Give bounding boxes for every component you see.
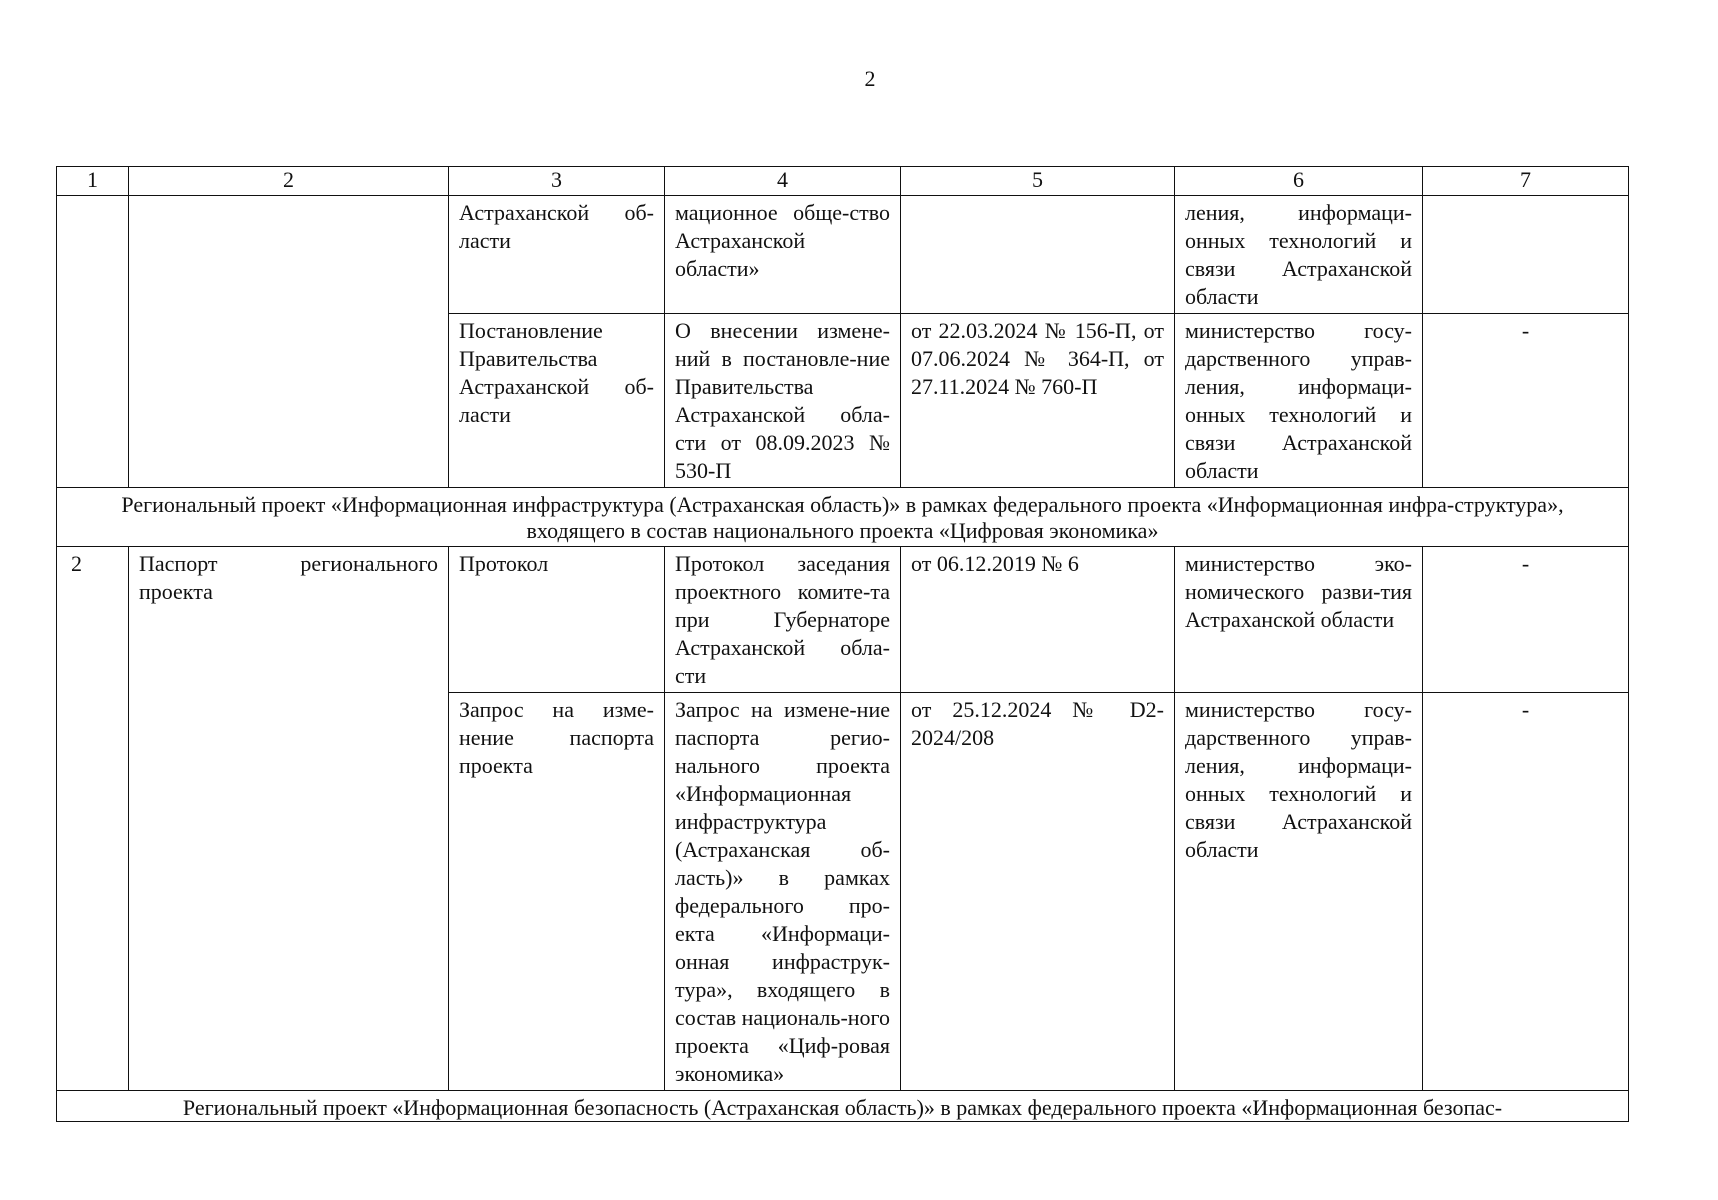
item-number-cell: 2 xyxy=(57,547,129,1091)
document-title-cell: Протокол заседания проектного комите-та при Губернаторе Астраханской обла-сти xyxy=(665,547,901,693)
responsible-body-cell: министерство госу-дарственного управ-ления, информаци-онных технологий и связи Астраханской области xyxy=(1175,693,1423,1091)
note-cell: - xyxy=(1423,693,1629,1091)
column-number-7: 7 xyxy=(1423,167,1629,196)
document-name-cell xyxy=(129,196,449,488)
document-title-cell: Запрос на измене-ние паспорта регио-нального проекта «Информационная инфраструктура (Астраханская об-ласть)» в рамках федерального про-екта «Информаци-онная инфраструк-тура», входящего в состав националь-ного проекта «Циф-ровая экономика» xyxy=(665,693,901,1091)
document-name-cell: Паспорт регионального проекта xyxy=(129,547,449,1091)
note-cell: - xyxy=(1423,547,1629,693)
responsible-body-cell: ления, информаци-онных технологий и связи Астраханской области xyxy=(1175,196,1423,314)
note-cell: - xyxy=(1423,314,1629,488)
section-heading: Региональный проект «Информационная инфраструктура (Астраханская область)» в рамках федерального проекта «Информационная инфра-структура», входящего в состав национального проекта «Цифровая экономика» xyxy=(57,488,1629,547)
column-number-5: 5 xyxy=(901,167,1175,196)
document-type-cell: Астраханской об-ласти xyxy=(449,196,665,314)
table-row xyxy=(57,196,1629,314)
column-number-4: 4 xyxy=(665,167,901,196)
column-number-2: 2 xyxy=(129,167,449,196)
responsible-body-cell: министерство эко-номического разви-тия Астраханской области xyxy=(1175,547,1423,693)
document-title-cell: мационное обще-ство Астраханской области» xyxy=(665,196,901,314)
column-number-row xyxy=(57,167,1629,196)
note-cell xyxy=(1423,196,1629,314)
section-heading-row xyxy=(57,1091,1629,1122)
responsible-body-cell: министерство госу-дарственного управ-ления, информаци-онных технологий и связи Астраханской области xyxy=(1175,314,1423,488)
column-number-1: 1 xyxy=(57,167,129,196)
column-number-6: 6 xyxy=(1175,167,1423,196)
item-number-cell xyxy=(57,196,129,488)
table-row xyxy=(57,547,1629,693)
page-number: 2 xyxy=(864,66,876,91)
document-details-cell xyxy=(901,196,1175,314)
document-type-cell: Постановление Правительства Астраханской об-ласти xyxy=(449,314,665,488)
document-details-cell: от 06.12.2019 № 6 xyxy=(901,547,1175,693)
document-type-cell: Запрос на изме-нение паспорта проекта xyxy=(449,693,665,1091)
column-number-3: 3 xyxy=(449,167,665,196)
document-details-cell: от 22.03.2024 № 156-П, от 07.06.2024 № 364-П, от 27.11.2024 № 760-П xyxy=(901,314,1175,488)
document-type-cell: Протокол xyxy=(449,547,665,693)
section-heading-row xyxy=(57,488,1629,547)
registry-table xyxy=(56,166,1629,1122)
document-details-cell: от 25.12.2024 № D2-2024/208 xyxy=(901,693,1175,1091)
section-heading: Региональный проект «Информационная безопасность (Астраханская область)» в рамках федерального проекта «Информационная безопас- xyxy=(57,1091,1629,1122)
document-title-cell: О внесении измене-ний в постановле-ние Правительства Астраханской обла-сти от 08.09.2023 № 530-П xyxy=(665,314,901,488)
